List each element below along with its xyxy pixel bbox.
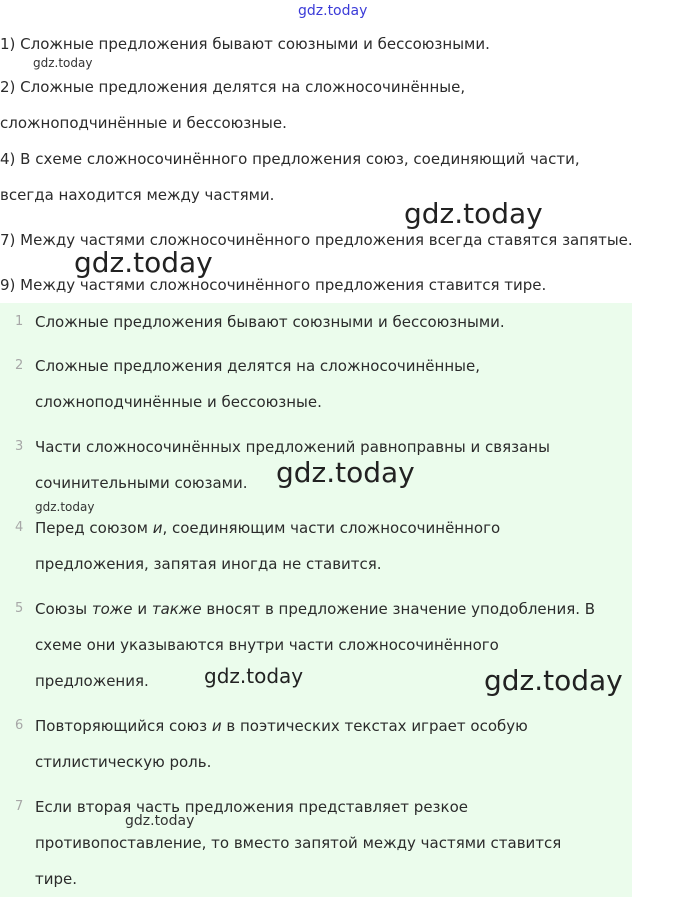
answer-text: вносят в предложение значение уподобления. В (201, 600, 596, 618)
statement-2-line-2: сложноподчинённые и бессоюзные. (0, 114, 287, 132)
answer-text: и (132, 600, 152, 618)
answer-1-line-1: Сложные предложения бывают союзными и бессоюзными. (35, 313, 505, 331)
watermark: gdz.today (74, 246, 213, 279)
answer-number: 6 (15, 718, 24, 733)
answer-number: 1 (15, 314, 24, 329)
answer-5-line-2: схеме они указываются внутри части сложносочинённого (35, 636, 499, 654)
statement-4-line-2: всегда находится между частями. (0, 186, 275, 204)
answer-4-line-1 (35, 518, 500, 538)
answer-2-line-1: Сложные предложения делятся на сложносочинённые, (35, 357, 480, 375)
watermark: gdz.today (204, 664, 304, 688)
answer-text: в поэтических текстах играет особую (221, 717, 528, 735)
watermark: gdz.today (484, 664, 623, 697)
answer-number: 5 (15, 601, 24, 616)
answer-number: 4 (15, 520, 24, 535)
statement-4-line-1: 4) В схеме сложносочинённого предложения союз, соединяющий части, (0, 150, 580, 168)
answer-4-line-2: предложения, запятая иногда не ставится. (35, 555, 382, 573)
answer-text: Перед союзом (35, 519, 153, 537)
watermark: gdz.today (404, 197, 543, 230)
watermark: gdz.today (35, 500, 95, 514)
answer-2-line-2: сложноподчинённые и бессоюзные. (35, 393, 322, 411)
answer-emphasis: тоже (91, 600, 133, 618)
answer-6-line-2: стилистическую роль. (35, 753, 212, 771)
answer-emphasis: также (151, 600, 202, 618)
watermark: gdz.today (125, 813, 195, 829)
watermark: gdz.today (276, 456, 415, 489)
answer-3-line-2: сочинительными союзами. (35, 474, 248, 492)
answer-5-line-3: предложения. (35, 672, 149, 690)
answer-7-line-1: Если вторая часть предложения представляет резкое (35, 798, 469, 816)
watermark-top: gdz.today (298, 3, 368, 19)
answer-5-line-1 (35, 599, 595, 619)
watermark: gdz.today (33, 56, 93, 70)
answer-text: Повторяющийся союз (35, 717, 212, 735)
statement-7: 7) Между частями сложносочинённого предложения всегда ставятся запятые. (0, 231, 633, 249)
answer-number: 2 (15, 358, 24, 373)
answer-number: 3 (15, 439, 24, 454)
answer-7-line-2: противопоставление, то вместо запятой между частями ставится (35, 834, 562, 852)
answer-3-line-1: Части сложносочинённых предложений равноправны и связаны (35, 438, 550, 456)
answer-text: Союзы (35, 600, 92, 618)
statement-1: 1) Сложные предложения бывают союзными и бессоюзными. (0, 35, 490, 53)
statement-9: 9) Между частями сложносочинённого предложения ставится тире. (0, 276, 547, 294)
answer-6-line-1 (35, 716, 528, 736)
answer-text: , соединяющим части сложносочинённого (162, 519, 501, 537)
answer-7-line-3: тире. (35, 870, 78, 888)
answer-panel (0, 303, 632, 897)
answer-emphasis: и (152, 519, 163, 537)
answer-number: 7 (15, 799, 24, 814)
statement-2-line-1: 2) Сложные предложения делятся на сложносочинённые, (0, 78, 466, 96)
answer-emphasis: и (211, 717, 222, 735)
